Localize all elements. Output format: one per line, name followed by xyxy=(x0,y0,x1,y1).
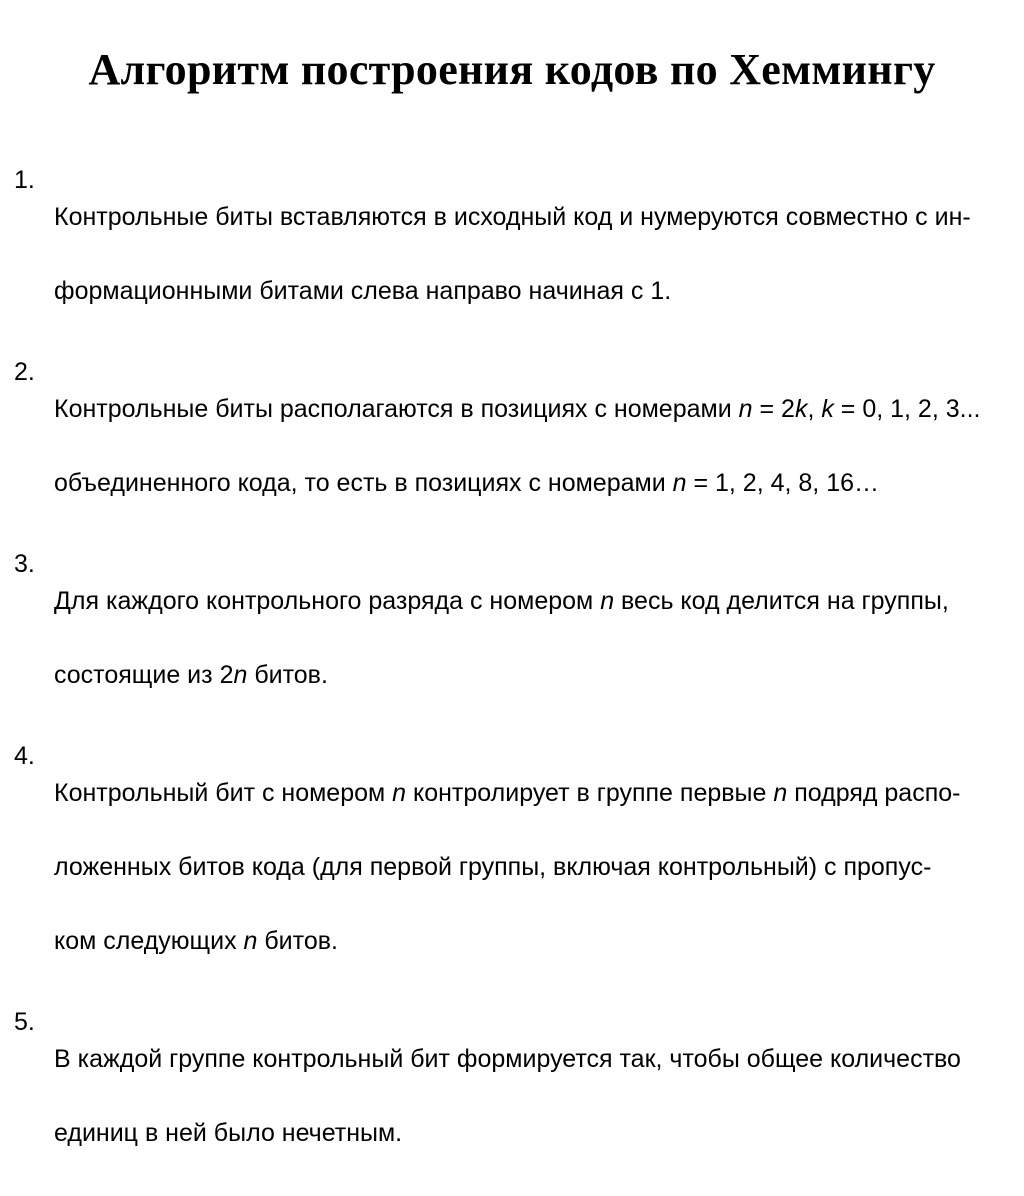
algorithm-steps-list xyxy=(14,162,1014,1196)
step-line: ложенных битов кода (для первой группы, включая контрольный) с пропус- xyxy=(54,853,932,881)
step-line: Контрольные биты располагаются в позициях с номерами n = 2k, k = 0, 1, 2, 3... xyxy=(54,395,981,423)
step-line: Контрольные биты вставляются в исходный код и нумеруются совместно с ин- xyxy=(54,203,971,231)
step-text xyxy=(54,354,1014,539)
step-line: формационными битами слева направо начиная с 1. xyxy=(54,277,672,305)
step-number: 2. xyxy=(14,358,35,386)
slide-title: Алгоритм построения кодов по Хеммингу xyxy=(88,45,936,94)
step-line: единиц в ней было нечетным. xyxy=(54,1119,403,1147)
step-text xyxy=(54,1004,1014,1189)
step-item xyxy=(14,162,1014,347)
step-text xyxy=(54,738,1014,997)
step-number: 4. xyxy=(14,742,35,770)
step-line: Для каждого контрольного разряда с номером n весь код делится на группы, xyxy=(54,587,949,615)
step-line: состоящие из 2n битов. xyxy=(54,661,328,689)
step-number: 5. xyxy=(14,1008,35,1036)
step-number: 1. xyxy=(14,166,35,194)
step-line: Контрольный бит с номером n контролирует в группе первые n подряд распо- xyxy=(54,779,961,807)
step-text xyxy=(54,162,1014,347)
step-line: объединенного кода, то есть в позициях с номерами n = 1, 2, 4, 8, 16… xyxy=(54,469,879,497)
step-item xyxy=(14,1004,1014,1189)
step-line: В каждой группе контрольный бит формируется так, чтобы общее количество xyxy=(54,1045,961,1073)
step-item xyxy=(14,354,1014,539)
step-text xyxy=(54,546,1014,731)
step-item xyxy=(14,738,1014,997)
step-item xyxy=(14,546,1014,731)
step-number: 3. xyxy=(14,550,35,578)
step-line: ком следующих n битов. xyxy=(54,927,338,955)
